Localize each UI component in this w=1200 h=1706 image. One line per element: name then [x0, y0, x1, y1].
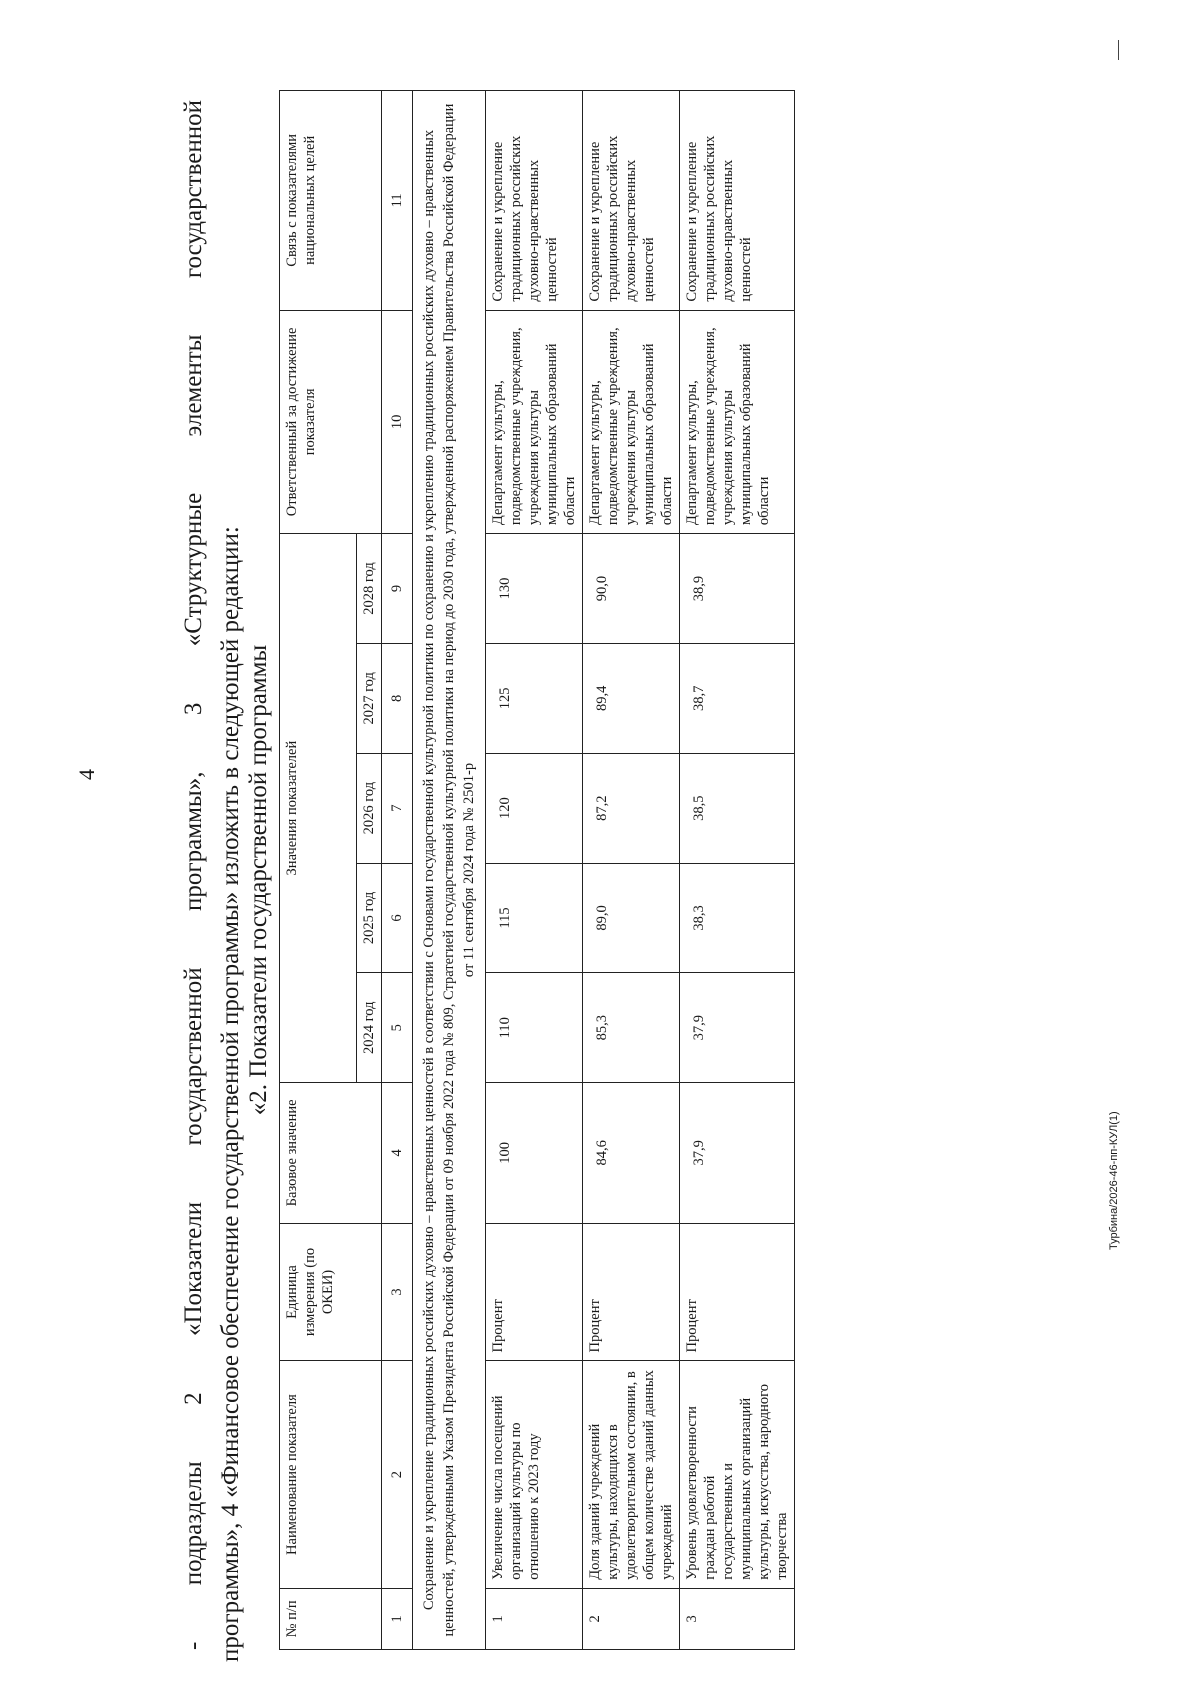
column-index-row	[382, 91, 413, 1650]
row-2024: 85,3	[583, 973, 680, 1083]
row-num: 2	[583, 1588, 680, 1649]
header-2024: 2024 год	[357, 973, 382, 1083]
row-2024: 110	[486, 973, 583, 1083]
intro-paragraph	[175, 100, 249, 1662]
row-2028: 90,0	[583, 534, 680, 644]
section-title: «2. Показатели государственной программы	[245, 644, 272, 1116]
column-index: 8	[382, 643, 413, 753]
row-2028: 38,9	[680, 534, 795, 644]
header-unit: Единица измерения (по ОКЕИ)	[280, 1223, 382, 1361]
column-index: 7	[382, 753, 413, 863]
row-name: Уровень удовлетворенности граждан работой государственных и муниципальных организаций культуры, искусства, народного творчества	[680, 1361, 795, 1588]
column-index: 11	[382, 91, 413, 311]
row-num: 3	[680, 1588, 795, 1649]
header-row	[280, 91, 357, 1650]
header-base: Базовое значение	[280, 1083, 382, 1223]
column-index: 6	[382, 863, 413, 973]
row-2026: 87,2	[583, 753, 680, 863]
row-base: 37,9	[680, 1083, 795, 1223]
row-2028: 130	[486, 534, 583, 644]
row-link: Сохранение и укрепление традиционных российских духовно-нравственных ценностей	[680, 91, 795, 311]
table-row	[583, 91, 680, 1650]
column-index: 10	[382, 310, 413, 533]
row-2027: 38,7	[680, 643, 795, 753]
row-base: 100	[486, 1083, 583, 1223]
row-responsible: Департамент культуры, подведомственные учреждения, учреждения культуры муниципальных образований области	[583, 310, 680, 533]
row-2024: 37,9	[680, 973, 795, 1083]
indicators-table	[279, 90, 795, 1650]
column-index: 1	[382, 1588, 413, 1649]
row-name: Доля зданий учреждений культуры, находящихся в удовлетворительном состоянии, в общем количестве зданий данных учреждений	[583, 1361, 680, 1588]
row-unit: Процент	[680, 1223, 795, 1361]
header-name: Наименование показателя	[280, 1361, 382, 1588]
column-index: 9	[382, 534, 413, 644]
row-responsible: Департамент культуры, подведомственные учреждения, учреждения культуры муниципальных образований области	[486, 310, 583, 533]
row-2026: 120	[486, 753, 583, 863]
row-2025: 89,0	[583, 863, 680, 973]
row-2027: 89,4	[583, 643, 680, 753]
header-num: № п/п	[280, 1588, 382, 1649]
row-name: Увеличение числа посещений организаций культуры по отношению к 2023 году	[486, 1361, 583, 1588]
row-num: 1	[486, 1588, 583, 1649]
row-base: 84,6	[583, 1083, 680, 1223]
goal-text: Сохранение и укрепление традиционных российских духовно – нравственных ценностей в соответствии с Основами государственной культурной политики по сохранению и укреплению традиционных российских духовно – нравственных ценностей, утвержденными Указом Президента Российской Федерации от 09 ноября 2022 года № 809, Стратегией государственной культурной политики на период до 2030 года, утвержденной распоряжением Правительства Российской Федерации от 11 сентября 2024 года № 2501-р	[413, 91, 486, 1650]
row-link: Сохранение и укрепление традиционных российских духовно-нравственных ценностей	[486, 91, 583, 311]
row-2026: 38,5	[680, 753, 795, 863]
column-index: 3	[382, 1223, 413, 1361]
row-2025: 38,3	[680, 863, 795, 973]
row-2027: 125	[486, 643, 583, 753]
page-number: 4	[74, 769, 99, 780]
rotated-content	[175, 10, 1120, 1660]
header-values: Значения показателей	[280, 534, 357, 1083]
row-responsible: Департамент культуры, подведомственные учреждения, учреждения культуры муниципальных образований области	[680, 310, 795, 533]
row-unit: Процент	[583, 1223, 680, 1361]
table-row	[486, 91, 583, 1650]
header-2026: 2026 год	[357, 753, 382, 863]
intro-line-1: - подразделы 2 «Показатели государственной программы», 3 «Структурные элементы государственной	[180, 100, 207, 1650]
header-2025: 2025 год	[357, 863, 382, 973]
column-index: 2	[382, 1361, 413, 1588]
goal-row	[413, 91, 486, 1650]
row-unit: Процент	[486, 1223, 583, 1361]
header-link: Связь с показателями национальных целей	[280, 91, 382, 311]
row-2025: 115	[486, 863, 583, 973]
row-link: Сохранение и укрепление традиционных российских духовно-нравственных ценностей	[583, 91, 680, 311]
intro-line-2: программы», 4 «Финансовое обеспечение государственной программы» изложить в следующей редакции:	[217, 526, 244, 1662]
header-2027: 2027 год	[357, 643, 382, 753]
column-index: 5	[382, 973, 413, 1083]
header-2028: 2028 год	[357, 534, 382, 644]
footer-code: Турбина/2026-46-пп-КУЛ(1)	[1108, 1111, 1120, 1250]
table-row	[680, 91, 795, 1650]
header-responsible: Ответственный за достижение показателя	[280, 310, 382, 533]
column-index: 4	[382, 1083, 413, 1223]
